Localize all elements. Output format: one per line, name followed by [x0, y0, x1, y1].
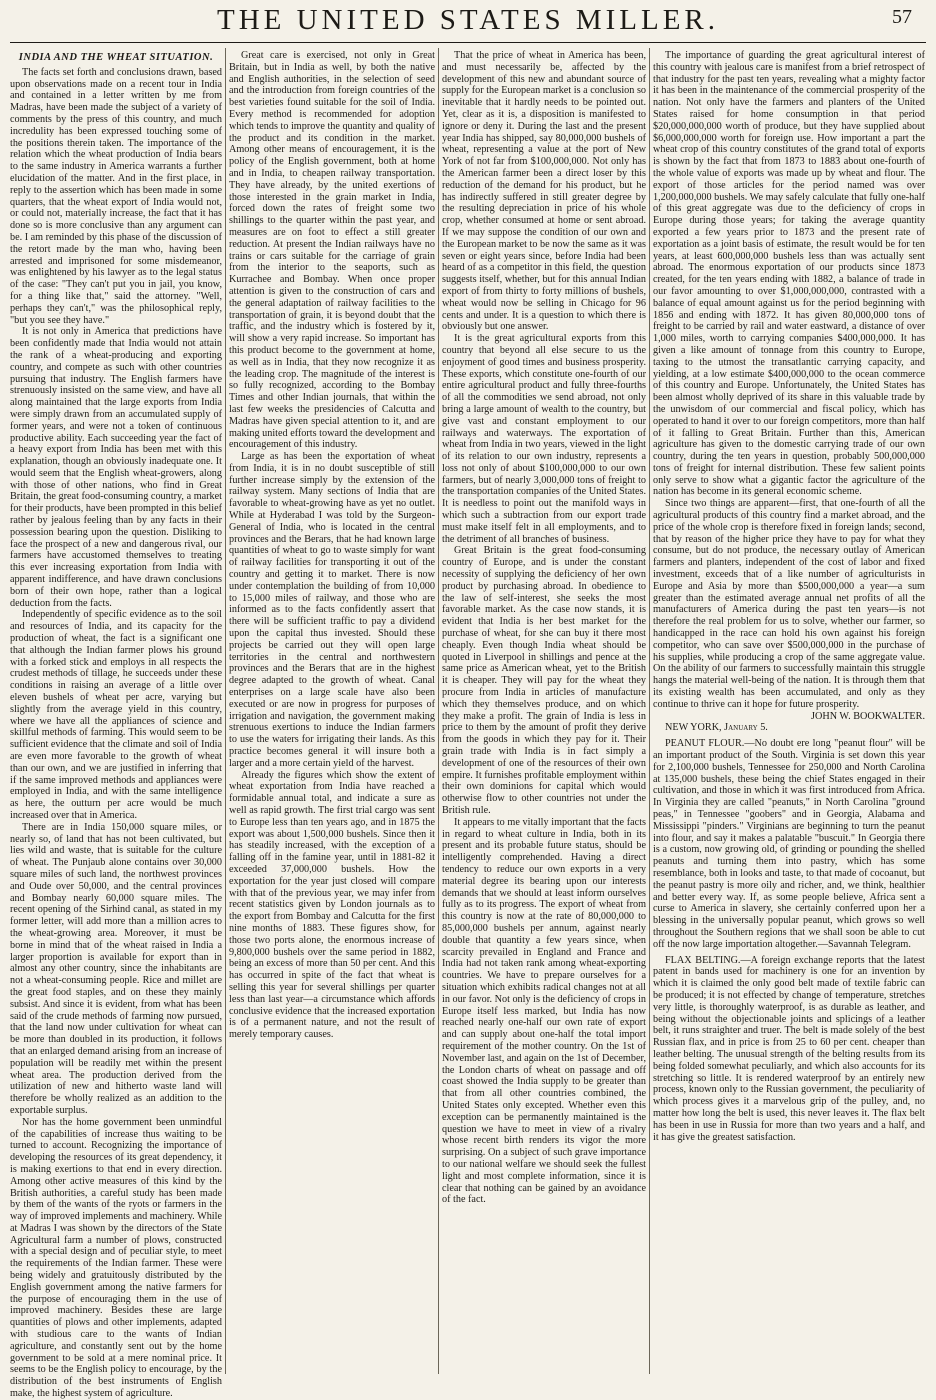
masthead: [0, 0, 936, 44]
article-paragraph: That the price of wheat in America has been, and must necessarily be, affected by the development of this new and abundant source of supply for the European market is a conclusion so inevitable that it hardly needs to be pointed out. Yet, clear as it is, a disposition is manifested to ignore or deny it. During the last and the present year India has shipped, say 80,000,000 bushels of wheat, representing a value at the port of New York of not far from $100,000,000. Not only has the American farmer been a direct loser by this reduction of the demand for his product, but he has indirectly suffered in still greater degree by the resulting depreciation in price of his whole crop, whether consumed at home or sent abroad. If we may suppose the condition of our own and the European market to be now the same as it was seven or eight years since, before India had been heard of as a competitor in this field, the question suggests itself, whether, but for this annual Indian export of from thirty to forty millions of bushels, wheat would now be selling in Chicago for 96 cents and under. It is a question to which there is obviously but one answer.: [442, 50, 646, 333]
column-divider: [438, 48, 439, 1374]
item-text: —No doubt ere long "peanut flour" will be an important product of the South. Virginia is set down this year for 2,100,000 bushels, Tennessee for 250,000 and North Carolina at 135,000 bushels, these being the chief States engaged in their cultivation, and those in which it was first introduced from Africa. In Virginia they are called "peanuts," in North Carolina "ground peas," in Tennessee "goobers" and in Georgia, Alabama and Mississippi "pinders." Virginians are beginning to turn the peanut into flour, and say it makes a palatable "buscuit." In Georgia there is a custom, now growing old, of grinding or pounding the shelled peanuts and turning them into pastry, which has some resemblance, both in looks and taste, to that made of cocoanut, but the peanut pastry is more oily and richer, and, we think, healthier and better every way. If, as some people believe, Africa sent a curse to America in slavery, she certainly conferred upon her a blessing in the universally popular peanut, which grows so well throughout the Southern regions that we shall soon be able to cut off the now large importation altogether.—Savannah Telegram.: [653, 738, 925, 950]
article-paragraph: Nor has the home government been unmindful of the capabilities of increase thus waiting to be turned to account. Recognizing the importance of developing the resources of its great dependency, it is making exertions to that end in every direction. Among other active measures of this kind by the British authorities, a careful study has been made by them of the wants of the ryots or farmers in the way of improved implements and machinery. While at Madras I was shown by the directors of the State Agricultural farm a number of plows, constructed with a special design and of peculiar style, to meet the requirements of the Indian farmer. These were being widely and gratuitously distributed by the English government among the native farmers for the purpose of encouraging them in the use of improved machinery. Besides these are large quantities of plows and other implements, adapted with studious care to the wants of Indian agriculture, and constantly sent out by the home government to be sold at a mere nominal price. It seems to be the English policy to encourage, by the distribution of the best instruments of English make, the highest system of agriculture.: [10, 1116, 222, 1400]
article-paragraph: Already the figures which show the extent of wheat exportation from India have reached a formidable annual total, and indicate a sure as well as rapid growth. The first trial cargo was sent to Europe less than ten years ago, and in 1875 the export was about 1,500,000 bushels. Since then it has steadily increased, with the exception of a falling off in the famine year, until in 1881-82 it exceeded 37,000,000 bushels. How the exportation for the year just closed will compare with that of the previous year, we may infer from recent statistics given by London journals as to the export from Bombay and Calcutta for the first nine months of 1883. These figures show, for those two ports alone, the enormous increase of 9,800,000 bushels over the same period in 1882, being an excess of more than 50 per cent. And this has occurred in spite of the fact that wheat is selling this year for several shillings per quarter less than last year—a circumstance which affords conclusive evidence that the increased exportation is of a permanent nature, and not the result of merely temporary causes.: [229, 769, 435, 1041]
column-3: [442, 50, 646, 1372]
article-paragraph: It is the great agricultural exports from this country that beyond all else secure to us the enjoyment of good times and business prosperity. These exports, which constitute one-fourth of our entire agricultural product and fully three-fourths of all the commodities we send abroad, not only bring a large amount of wealth to the country, but give vast and constant employment to our railways and waterways. The exportation of wheat from India in two years, viewed in the light of its relation to our own industry, represents a loss not only of about $100,000,000 to our own farmers, but of nearly 3,000,000 tons of freight to the transportation companies of the United States. It is needless to point out the manifold ways in which such a subtraction from our export trade must make itself felt in all employments, and to the detriment of all branches of business.: [442, 333, 646, 545]
newspaper-title: THE UNITED STATES MILLER.: [216, 4, 720, 36]
item-runin-title: PEANUT FLOUR.: [665, 738, 745, 750]
article-paragraph: The facts set forth and conclusions drawn, based upon observations made on a recent tour in India and contained in a letter written by me from Madras, have been made the subject of a variety of comments by the press of this country, and much incredulity has been expressed touching some of the positions therein taken. The importance of the relation which the wheat production of India bears to the same industry in America warrants a further elucidation of the matter. And in the first place, in reply to the assertion which has been made in some quarters, that the wheat export of India would not, or could not, materially increase, the fact that it has done so is more conclusive than any argument can be. I am reminded by this phase of the discussion of the retort made by the man who, having been arrested and imprisoned for some misdemeanor, was enlightened by his lawyer as to the legal status of the case: "They can't put you in jail, you know, for a thing like that," said the attorney. "Well, perhaps they can't," was the philosophical reply, "but you see they have.": [10, 66, 222, 326]
column-divider: [225, 48, 226, 1374]
article-paragraph: Great care is exercised, not only in Great Britain, but in India as well, by both the native and English authorities, in the selection of seed and the introduction from foreign countries of the best varieties found suitable for the soil of India. Every method is recommended for adoption which tends to improve the quantity and quality of the product and its condition in the market. Among other means of encouragement, it is the policy of the English government, both at home and in India, to cheapen railway transportation. They have already, by the united exertions of those interested in the grain market in India, forced down the rates of freight some two shillings to the quarter within the past year, and measures are on foot to effect a still greater reduction. At present the Indian railways have no trains or cars suitable for the carriage of grain from the interior to the seaports, such as Kurrachee and Bombay. When once proper attention is given to the construction of cars and the general adaptation of railway facilities to the transportation of grain, it is beyond doubt that the traffic, and the industry which is fostered by it, will show a very rapid increase. So important has this product become to the government at home, as well as in India, that they now recognize it as the leading crop. The magnitude of the interest is so fully recognized, according to the Bombay Times and other Indian journals, that within the last few weeks the presidencies of Calcutta and Madras have given special attention to it, and are making united efforts toward the development and encouragement of this industry.: [229, 50, 435, 451]
article-paragraph: Large as has been the exportation of wheat from India, it is in no doubt susceptible of still further increase simply by the extension of the railway system. Many sections of India that are favorable to wheat-growing have as yet no outlet. While at Hyderabad I was told by the Surgeon-General of India, who is located in the central provinces and the Berars, that he had known large quantities of wheat to go to waste simply for want of railway facilities for transporting it out of the country and getting it to market. There is now under contemplation the building of from 10,000 to 15,000 miles of railway, and those who are informed as to the facts confidently assert that there will be sufficient traffic to pay a dividend upon the capital thus invested. Should these projects be carried out they will open large territories in the central and northwestern provinces and the Berars that are in the highest degree adapted to the growth of wheat. Canal enterprises on a large scale have also been executed or are now in progress for purposes of irrigation and navigation, the government making strenuous exertions to induce the Indian farmers to use the waters for irrigating their lands. As this practice becomes general it will insure both a larger and a more certain yield of the harvest.: [229, 451, 435, 769]
article-paragraph: It appears to me vitally important that the facts in regard to wheat culture in India, both in its present and its probable future status, should be intelligently comprehended. Having a direct tendency to reduce our own exports in a very material degree its bearing upon our interests demands that we should at least inform ourselves fully as to its progress. The export of wheat from this country is now at the rate of 80,000,000 to 85,000,000 bushels per annum, against nearly double that quantity a few years since, when scarcity prevailed in England and France and India had not taken rank among wheat-exporting countries. We have to prepare ourselves for a situation which exhibits radical changes not at all in our favor. Not only is the deficiency of crops in Europe itself less marked, but India has now reached nearly one-half our own rate of export and can supply about one-half the total import requirement of the mother country. On the 1st of November last, and again on the 1st of December, the London charts of wheat on passage and off coast showed the India supply to be greater than that from all other countries combined, the United States only excepted. Whether even this exception can be permanently maintained is the question we have to meet in view of a rivalry whose recent birth renders its vigor the more surprising. On a subject of such grave importance to our national welfare we should seek the fullest light and most complete information, since it is clear that nothing can be gained by an avoidance of the fact.: [442, 816, 646, 1206]
masthead-rule: [10, 42, 926, 43]
column-1: [10, 50, 222, 1400]
column-2: [229, 50, 435, 1372]
article-paragraph: Independently of specific evidence as to the soil and resources of India, and its capacity for the production of wheat, the fact is a significant one that although the Indian farmer plows his ground with a forked stick and employs in all respects the crudest methods of tillage, he succeeds under these conditions in raising an average of a little over eleven bushels of wheat per acre, varying but slightly from the average yield in this country, where we have all the appliances of science and skillful methods of farming. This would seem to be sufficient evidence that the climate and soil of India are even more favorable to the growth of wheat than our own, and we are justified in inferring that if the same improved methods and appliances were employed in India, and with the same intelligence as here, the outturn per acre would be much increased over that in America.: [10, 609, 222, 821]
flax-belting-item: [653, 955, 925, 1144]
article-dateline: NEW YORK, January 5.: [665, 722, 768, 734]
article-paragraph: Great Britain is the great food-consuming country of Europe, and is under the constant necessity of supplying the deficiency of her own product by purchasing abroad. In obedience to the law of self-interest, she seeks the most favorable market. As the case now stands, it is evident that India is her best market for the purchase of wheat, for she can buy it there most cheaply. Even though India wheat should be quoted in Liverpool in shillings and pence at the same price as American wheat, yet to the British it is cheaper. They will pay for the wheat they procure from India in articles of manufacture which they themselves produce, and on which they make a profit. The grain of India is less in price to them by the amount of profit they derive from the goods in which they pay for it. Their grain trade with India is in fact simply a development of one of the resources of their own empire. It furnishes profitable employment within their own dominions for capital which would otherwise flow to other countries not under the British rule.: [442, 545, 646, 816]
article-paragraph: It is not only in America that predictions have been confidently made that India would not attain the rank of a wheat-producing and exporting country, and compete as such with other countries pursuing that industry. The English farmers have strenuously insisted on the same view, and have all along maintained that the large exports from India were simply drawn from an accumulated supply of former years, and were not a token of continuous productive ability. Each succeeding year the fact of a heavy export from India has been met with this explanation, though an obviously inadequate one. It would seem that the English wheat-growers, along with those of other nations, who find in Great Britain, the great food-consuming country, a market for their products, have been prompted in this belief rather by jealous feeling than by any facts in their possession bearing upon the question. Disliking to face the prospect of a new and dangerous rival, our farmers have accustomed themselves to treating this ever increasing exportation from India with apparent indifference, and have drawn conclusions born of their own hope, rather than a logical deduction from the facts.: [10, 326, 222, 609]
article-paragraph: There are in India 150,000 square miles, or nearly so, of land that has not been cultivated, but lies wild and waste, that is suitable for the culture of wheat. The Punjaub alone contains over 30,000 square miles of such land, the northwest provinces and Oude over 50,000, and the central provinces and Bombay nearly 60,000 square miles. The recent opening of the Sirhind canal, as stated in my former letter, will add more than a million acres to the wheat-growing area. Moreover, it must be borne in mind that of the wheat raised in India a larger proportion is available for export than in almost any other country, since the inhabitants are not a wheat-consuming people. Rice and millet are the great food staples, and on these they mainly subsist. And since it is evident, from what has been said of the crude methods of farming now pursued, that the land now under cultivation for wheat can be more than doubled in its production, it follows that an enlarged demand arising from an increase of population will be readily met within the present wheat area. The production derived from the utilization of new and hitherto waste land will therefore be wholly realized as an addition to the exportable surplus.: [10, 821, 222, 1116]
column-divider: [649, 48, 650, 1374]
item-text: —A foreign exchange reports that the latest patent in bands used for machinery is one for an invention by which it is claimed the only good belt made of textile fabric can be produced; it is not effected by change of temperature, stretches very little, is thoroughly waterproof, is as durable as leather, and being without the objectionable joints and splicings of a leather belt, it runs straighter and truer. The belt is made solely of the best Russian flax, and in price is from 25 to 60 per cent. cheaper than leather belting. The unusual strength of the belting results from its being folded somewhat peculiarly, and which also accounts for its stretching so little. It is rendered waterproof by an entirely new process, known only to the Russian government, the peculiarity of which process gives it a marvelous grip of the pulley, and, no matter how long the belt is used, this never leaves it. The flax belt has been in use in Russia for more than two years and a half, and it has give the greatest satisfaction.: [653, 954, 925, 1143]
page-number: 57: [892, 6, 912, 28]
article-paragraph: Since two things are apparent—first, that one-fourth of all the agricultural products of this country find a market abroad, and the price of the whole crop is therefore fixed in foreign lands; second, that by reason of the higher price they have to pay for what they consume, but do not produce, the necessary outlay of American farmers and planters, independent of the cost of labor and fixed investment, exceeds that of a like number of agriculturists in Europe and Asia by more than $500,000,000 a year—a sum greater than the estimated average annual net profits of all the manufacturers of America during the past ten years—is not therefore the real problem for us to solve, whether our farmer, so handicapped in the race can hold his own against his foreign competitor, who can save over $500,000,000 in the purchase of his supplies, while producing a crop of the same aggregate value. On the ability of our farmers to successfully maintain this struggle hangs the material well-being of the nation. It is through them that its existing wealth has been accumulated, and only as they continue to thrive can it hope for future prosperity.: [653, 498, 925, 710]
item-runin-title: FLAX BELTING.: [665, 954, 741, 966]
article-headline: INDIA AND THE WHEAT SITUATION.: [18, 52, 214, 63]
author-signature: JOHN W. BOOKWALTER.: [811, 710, 925, 722]
peanut-flour-item: [653, 738, 925, 950]
article-paragraph: The importance of guarding the great agricultural interest of this country with jealous care is manifest from a brief retrospect of that industry for the past ten years, revealing what a mighty factor it has been in the maintenance of the commercial prosperity of the nation. Not only have the farmers and planters of the United States raised for home consumption in that period $20,000,000,000 worth of produce, but they have supplied about $6,000,000,000 worth for foreign use. How important a part the wheat crop of this country constitutes of the grand total of exports is shown by the fact that from 1873 to 1883 about one-fourth of the whole value of exports was made up by wheat and flour. The export of those articles for the period named was over 1,200,000,000 bushels. We may safely calculate that fully one-half of this great aggregate was due to the deficiency of crops in Europe during those years; for taking the average quantity exported a few years prior to 1873 and the present rate of exportation as a joint basis of estimate, the result would be for ten years, at least 600,000,000 bushels less than was actually sent abroad. The enormous exportation of our products since 1873 created, for the ten years ending with 1882, a balance of trade in our favor amounting to over $1,000,000,000, contrasted with a balance of equal amount against us for the period beginning with 1856 and ending with 1872. It has given 80,000,000 tons of freight to be carried by rail and water eastward, a distance of over 1,000 miles, worth to carrying companies $400,000,000. It has given a like amount of tonnage from this country to Europe, taxing to the utmost the transatlantic carrying capacity, and yielding, at a low estimate $400,000,000 to the ocean commerce of this country and Europe. Unfortunately, the United States has been almost wholly deprived of its share in this valuable trade by the unwisdom of our commercial and fiscal policy, which has operated to hand it over to our foreign competitors, more than half of it falling to Great Britain. Further than this, American agriculture has given to the domestic carrying trade of our own country, during the ten years in question, probably 500,000,000 tons of freight for internal distribution. These few salient points only serve to show what a gigantic factor the agriculture of the nation has become in its general economic scheme.: [653, 50, 925, 498]
column-4: [653, 50, 925, 1372]
